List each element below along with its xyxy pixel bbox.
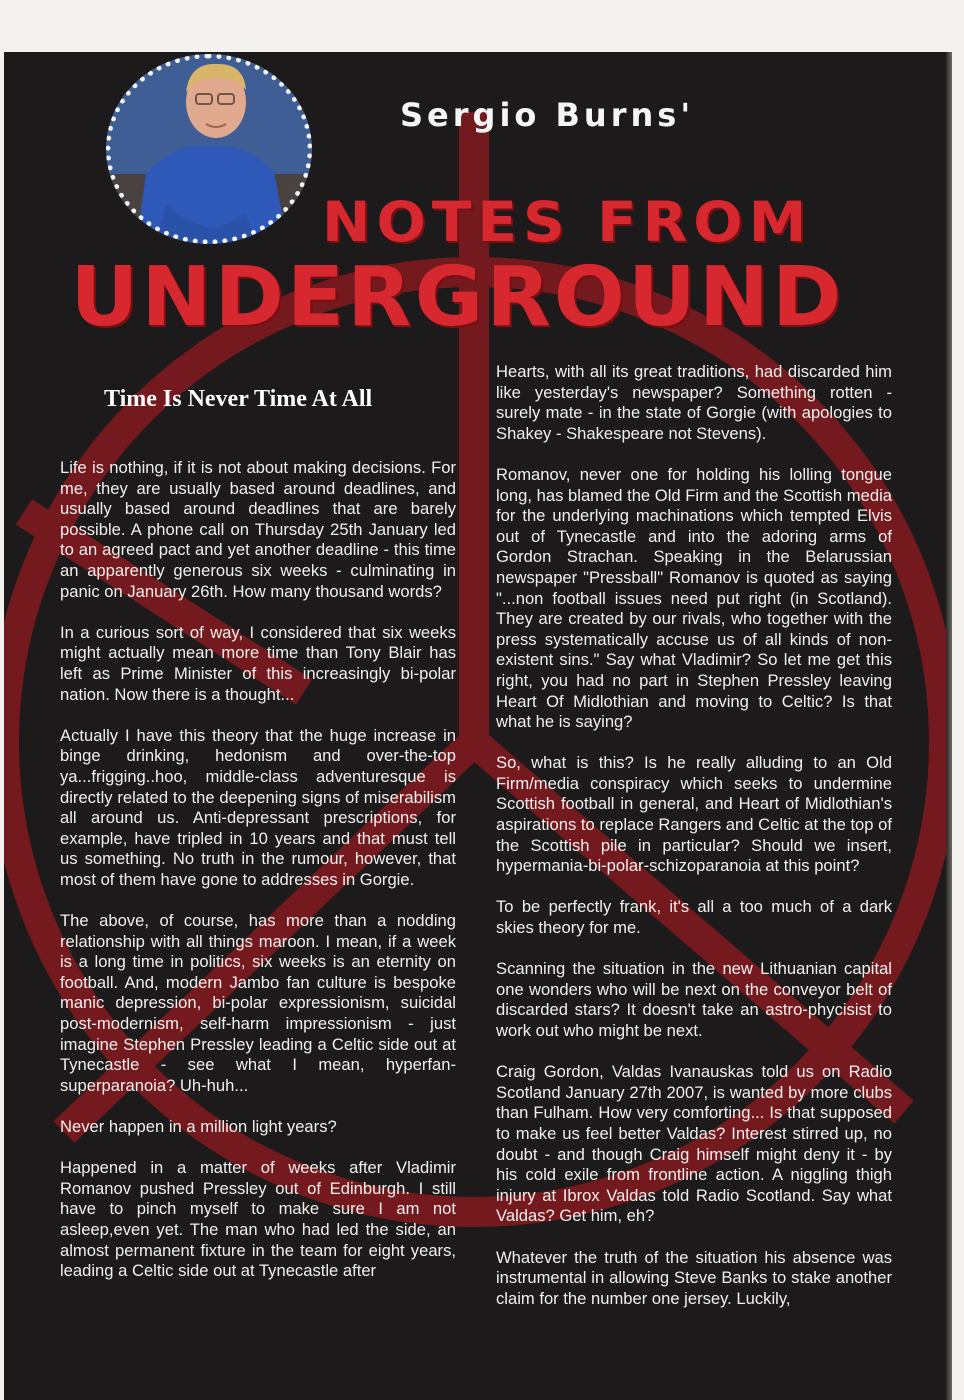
paragraph: The above, of course, has more than a nodding relationship with all things maroon. I mean, if a week is a long time in politics, six weeks is an eternity on football. And, modern Jambo fan culture is bespoke manic depression, bi-polar expressionism, suicidal post-modernism, self-harm impressionism - just imagine Stephen Pressley leading a Celtic side out at Tynecastle - see what I mean, hyperfan-superparanoia? Uh-huh...	[60, 911, 456, 1095]
paragraph: In a curious sort of way, I considered that six weeks might actually mean more time than Tony Blair has left as Prime Minister of this increasingly bi-polar nation. Now there is a thought...	[60, 622, 456, 704]
left-column	[60, 458, 456, 1302]
paragraph: Scanning the situation in the new Lithuanian capital one wonders who will be next on the conveyor belt of discarded stars? It doesn't take an astro-phycisist to work out who might be next.	[496, 959, 892, 1040]
paragraph: Actually I have this theory that the huge increase in binge drinking, hedonism and over-the-top ya...frigging..hoo, middle-class adventuresque is directly related to the deepening signs of miserabilism all around us. Anti-depressant prescriptions, for example, have tripled in 10 years and that must tell us something. No truth in the rumour, however, that most of them have gone to addresses in Gorgie.	[60, 725, 456, 889]
paragraph: Whatever the truth of the situation his absence was instrumental in allowing Steve Banks to stake another claim for the number one jersey. Luckily,	[496, 1247, 892, 1308]
paragraph: Happened in a matter of weeks after Vladimir Romanov pushed Pressley out of Edinburgh. I still have to pinch myself to make sure I am not asleep,even yet. The man who had led the side, an almost permanent fixture in the team for eight years, leading a Celtic side out at Tynecastle after	[60, 1158, 456, 1281]
title-line-2: UNDERGROUND	[70, 250, 845, 345]
paragraph: So, what is this? Is he really alluding to an Old Firm/media conspiracy which seeks to undermine Scottish football in general, and Heart of Midlothian's aspirations to replace Rangers and Celtic at the top of the Scottish pile in particular? Should we insert, hypermania-bi-polar-schizoparanoia at this point?	[496, 753, 892, 876]
magazine-page	[4, 52, 952, 1400]
right-column	[496, 362, 892, 1330]
author-byline: Sergio Burns'	[400, 96, 695, 134]
title-line-1: NOTES FROM	[322, 189, 813, 255]
paragraph: Never happen in a million light years?	[60, 1117, 337, 1136]
paragraph: Hearts, with all its great traditions, had discarded him like yesterday's newspaper? Something rotten - surely mate - in the state of Gorgie (with apologies to Shakey - Shakespeare not Stevens).	[496, 362, 892, 443]
article-subheading: Time Is Never Time At All	[104, 386, 373, 412]
paragraph: Romanov, never one for holding his lolling tongue long, has blamed the Old Firm and the Scottish media for the underlying machinations which tempted Elvis out of Tynecastle and into the adoring arms of Gordon Strachan. Speaking in the Belarussian newspaper "Pressball" Romanov is quoted as saying "...non football issues need put right (in Scotland). They are created by our rivals, who together with the press systematically accuse us of all kinds of non-existent sins." Say what Vladimir? So let me get this right, you had no part in Stephen Pressley leaving Heart Of Midlothian and moving to Celtic? Is that what he is saying?	[496, 464, 892, 732]
paragraph: To be perfectly frank, it's all a too much of a dark skies theory for me.	[496, 897, 892, 938]
paragraph: Craig Gordon, Valdas Ivanauskas told us on Radio Scotland January 27th 2007, is wanted by more clubs than Fulham. How very comforting... Is that supposed to make us feel better Valdas? Interest stirred up, no doubt - and though Craig himself might deny it - by his cold exile from frontline action. A niggling thigh injury at Ibrox Valdas told Radio Scotland. Say what Valdas? Get him, eh?	[496, 1062, 892, 1226]
paragraph: Life is nothing, if it is not about making decisions. For me, they are usually based around deadlines, and usually based around deadlines that are barely possible. A phone call on Thursday 25th January led to an agreed pact and yet another deadline - this time an apparently generous six weeks - culminating in panic on January 26th. How many thousand words?	[60, 458, 456, 601]
photo-dotted-frame	[106, 54, 312, 244]
